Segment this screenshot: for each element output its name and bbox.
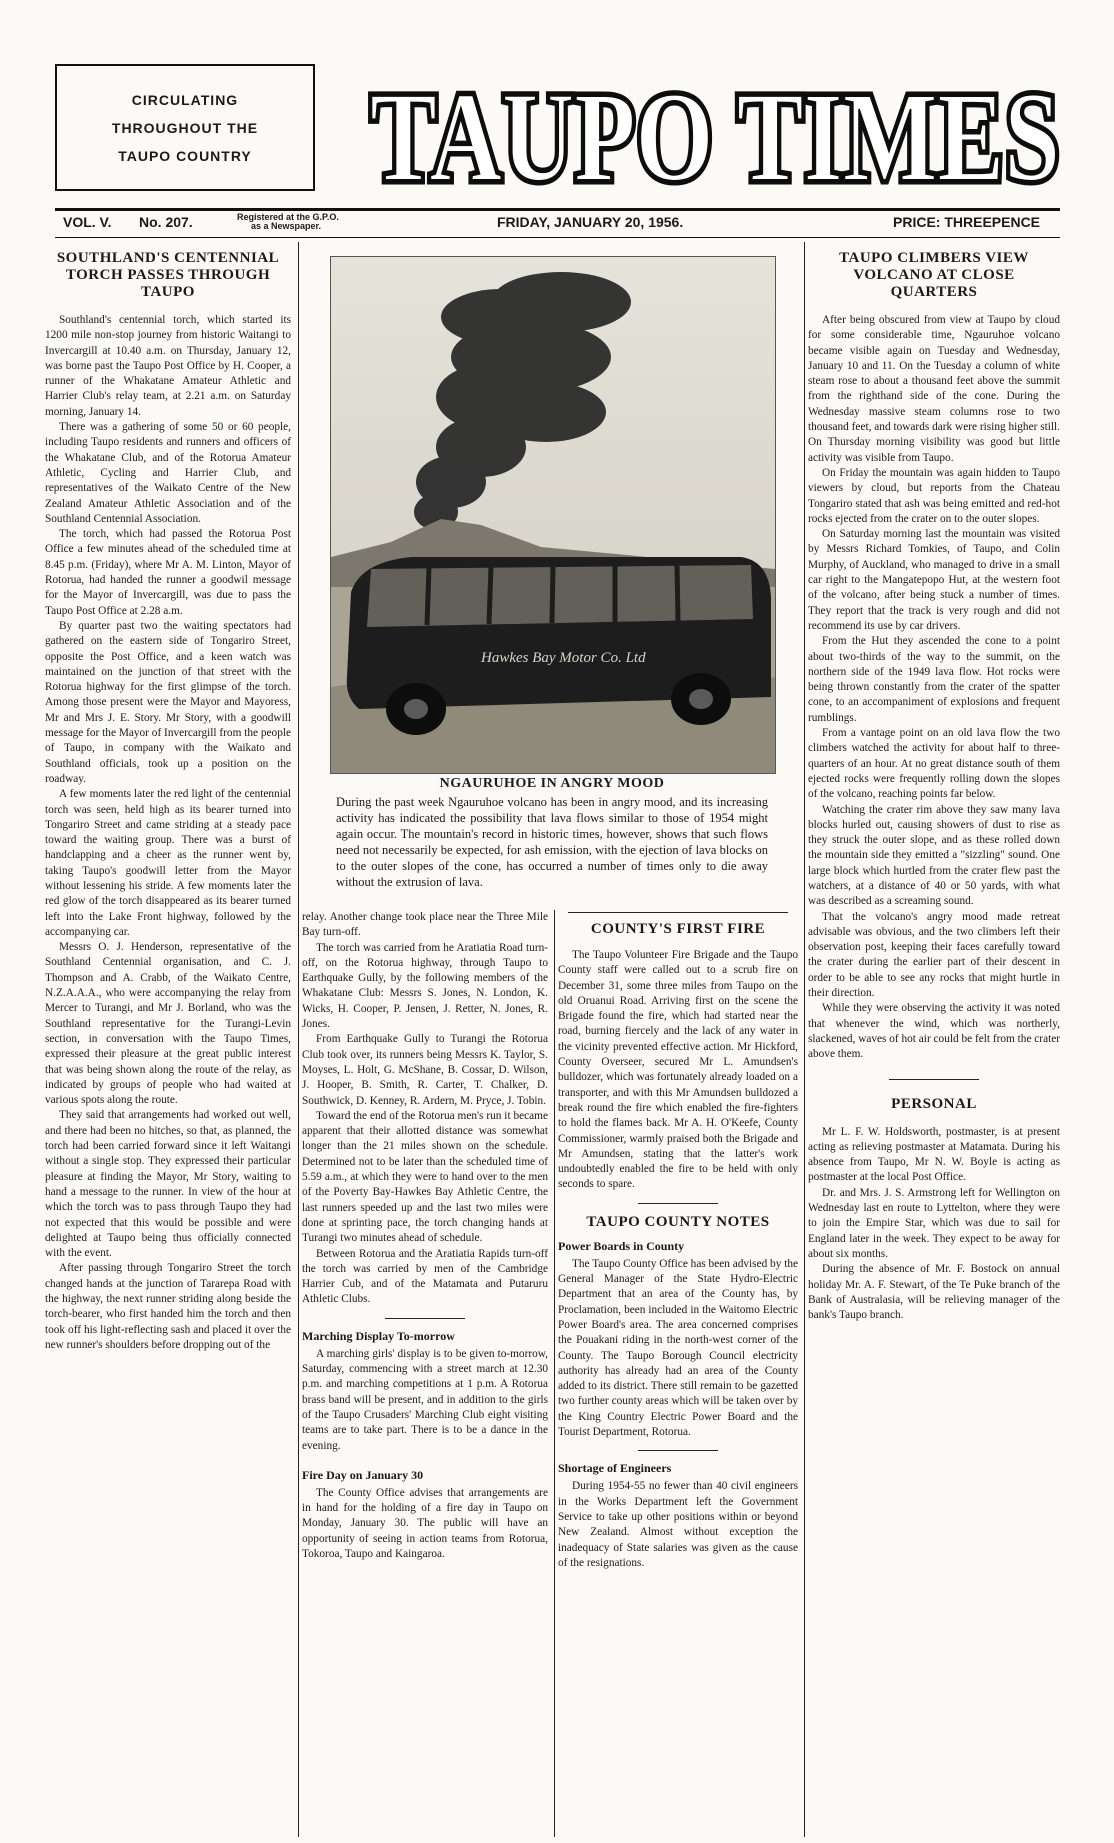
dateline-rule-bottom (55, 237, 1060, 238)
registration-line-1: Registered at the G.P.O. (237, 212, 339, 222)
climbers-paragraph: While they were observing the activity it was noted that whenever the wind, which was northerly, slackened, waves of hot air could be felt from the crater above them. (808, 1002, 1060, 1061)
title-logo (365, 62, 1065, 207)
photo-caption: During the past week Ngauruhoe volcano has been in angry mood, and its increasing activity has indicated the possibility that lava flows similar to those of 1954 might again occur. The mountain's record in historic times, however, shows that such flows need not necessarily be expected, for ash emission, with the ejection of lava blocks on to the outer slopes of the cone, has occurred a number of times only to die away without the extrusion of lava. (336, 795, 768, 889)
county-body-1 (558, 1257, 798, 1441)
marching-text: A marching girls' display is to be given to-morrow, Saturday, commencing with a street march at 12.30 p.m. and marching competitions at 1 p.m. A Rotorua brass band will be present, and in addition to the girls of the Taupo Crusaders' Marching Club eight visiting teams are to take part. There is to be a dance in the evening. (302, 1347, 548, 1452)
torch-paragraph: There was a gathering of some 50 or 60 people, including Taupo residents and runners and officers of the Whakatane Club, and of the Rotorua Amateur Athletic, Cycling and Harrier Club, and representatives of the Waikato Centre of the New Zealand Amateur Athletic Association and of the Southland Centennial Association. (45, 421, 291, 525)
torch-paragraph: Messrs O. J. Henderson, representative of the Southland Centennial organisation, and C. J. Thompson and A. Crabb, of the Waikato Centre, N.Z.A.A.A., who were accompanying the relay from Mercer to Turangi, and Mr J. Borland, who was the Southland representative for the Turangi-Levin section, in conversation with the Taupo Times, expressed their pleasure at the great public interest that was being shown along the route of the relay, as indicated by groups of people who had waited at various spots along the route. (45, 941, 291, 1107)
dateline-rule-top (55, 208, 1060, 211)
column-rule-3 (804, 242, 805, 1837)
photo-caption-title: NGAURUHOE IN ANGRY MOOD (439, 776, 665, 791)
torch-paragraph: After passing through Tongariro Street the torch changed hands at the junction of Tararepa Road with the highway, the next runner striding along beside the torch-bearer, who first handed him the torch and then took off his light-reflecting sash and placed it over the new runner's shoulders before dropping out of the (45, 1262, 291, 1351)
section-divider (385, 1318, 465, 1319)
torch-paragraph: Southland's centennial torch, which started its 1200 mile non-stop journey from historic Waitangi to Invercargill at 10.40 a.m. on Thursday, January 12, was borne past the Taupo Post Office by H. Cooper, a runner of the Whakatane Amateur Athletic and Harrier Club's relay team, at 2.21 a.m. on Saturday morning, January 14. (45, 314, 291, 418)
section-divider (638, 1203, 718, 1204)
column-rule-2 (554, 910, 555, 1837)
fire-body (558, 948, 798, 1193)
photo-caption-block (330, 772, 774, 890)
torch-cont-paragraph: From Earthquake Gully to Turangi the Rotorua Club took over, its runners being Messrs K. Taylor, S. Moyses, L. Holt, G. McShane, B. Cossar, D. Wilson, J. Hooper, B. Smith, R. Carter, T. Chalker, D. Southwick, D. Kenney, R. Ardern, M. Pryce, J. Tobin. (302, 1033, 548, 1107)
column-2 (302, 910, 548, 1840)
county-headline: TAUPO COUNTY NOTES (586, 1213, 770, 1230)
fire-headline: COUNTY'S FIRST FIRE (590, 921, 766, 937)
title-text-inner: TAUPO TIMES (370, 66, 1060, 207)
torch-paragraph: They said that arrangements had worked out well, and there had been no hitches, so that, as planned, the torch had been carried forward since it left Waitangi without a single stop. They expressed their particular pleasure at finding the Mayor, Mr Story, waiting to hand a message to the runner. In view of the hour at which the torch was to pass through Taupo they had not expected that this would be possible and were delighted at Taupo being thus officially connected with the event. (45, 1109, 291, 1260)
section-divider (638, 1450, 718, 1451)
circulation-box (55, 64, 315, 191)
torch-headline: SOUTHLAND'S CENTENNIAL TORCH PASSES THROUGH TAUPO (56, 250, 280, 300)
fireday-text: The County Office advises that arrangements are in hand for the holding of a fire day in Taupo on Monday, January 30. The public will have an opportunity of seeing in action teams from Rotorua, Tokoroa, Taupo and Kaingaroa. (302, 1486, 548, 1560)
fireday-subhead: Fire Day on January 30 (302, 1467, 424, 1482)
county-body-2 (558, 1479, 798, 1571)
county-text-2: During 1954-55 no fewer than 40 civil engineers in the Works Department left the Government Service to take up other positions within or beyond New Zealand. Almost without exception the inadequacy of State salaries was given as the cause of the resignations. (558, 1480, 798, 1569)
issue-number: No. 207. (139, 214, 193, 230)
climbers-paragraph: Watching the crater rim above they saw many lava blocks hurled out, causing showers of dust to rise as they struck the outer slope, and as these rolled down the mountain side they emitted a "sizzling" sound. One large block which hurtled from the crater flew past the watchers, at a distance of 40 or 50 yards, with what was described as a screaming sound. (808, 803, 1060, 908)
climbers-paragraph: From the Hut they ascended the cone to a point about two-thirds of the way to the summit, on the northern side of the 1949 lava flow. Hot rocks were being thrown constantly from the crater of the spatter cone, to an accompaniment of explosions and frequent rumblings. (808, 635, 1060, 724)
column-4 (808, 250, 1060, 1840)
torch-cont-paragraph: Toward the end of the Rotorua men's run it became apparent that their allotted distance was somewhat longer than the 21 miles shown on the schedule. Determined not to be later than the scheduled time of 5.59 a.m., at which they were to hand over to the men of the Poverty Bay-Hawkes Bay Athletic Centre, the last runners speeded up and the last two miles were done at sprinting pace, the torch changing hands at Turangi two minutes ahead of schedule. (302, 1109, 548, 1245)
bus-lettering: Hawkes Bay Motor Co. Ltd (481, 650, 646, 666)
torch-paragraph: The torch, which had passed the Rotorua Post Office a few minutes ahead of the scheduled time at 8.45 p.m. (Friday), where Mr A. M. Linton, Mayor of Rotorua, had handed the runner a goodwil message for the Mayor of Invercargill, was due to pass the Taupo Post Office at 2.28 a.m. (45, 528, 291, 617)
climbers-paragraph: On Friday the mountain was again hidden to Taupo viewers by cloud, but reports from the Chateau Tongariro stated that ash was being emitted and red-hot rocks ejected from the crater on to the outer slopes. (808, 466, 1060, 525)
fire-top-rule (568, 912, 788, 913)
title-text: TAUPO TIMES (370, 66, 1060, 207)
newspaper-title (365, 62, 1065, 207)
torch-cont-paragraph: Between Rotorua and the Aratiatia Rapids turn-off the torch was carried by men of the Cambridge Harrier Cub, and of the Matamata and Putaruru Athletic Clubs. (302, 1247, 548, 1306)
county-subhead-2: Shortage of Engineers (558, 1461, 672, 1476)
climbers-paragraph: That the volcano's angry mood made retreat advisable was obvious, and the two climbers left their observation post, keeping their faces carefully toward the crater during the earlier part of their descent in order to be able to see any rocks that might hurtle in their direction. (808, 910, 1060, 1000)
personal-paragraph: During the absence of Mr. F. Bostock on annual holiday Mr. A. F. Stewart, of the Te Puke branch of the Bank of Australasia, will be relieving manager of the bank's Taupo branch. (808, 1263, 1060, 1322)
column-rule-1 (298, 242, 299, 1837)
county-text-1: The Taupo County Office has been advised by the General Manager of the State Hydro-Electric Department that an area of the County has, by Proclamation, been included in the Waitomo Electric Power Board's area. The area concerned comprises the Pouakani riding in the north-west corner of the County. The Taupo Borough Council electricity authority has already had an area of the County added to its district. There still remain to be gazetted two further county areas which will be taken over by the King Country Electric Power Board and the Tourist Department, Rotorua. (558, 1257, 798, 1439)
fire-text: The Taupo Volunteer Fire Brigade and the Taupo County staff were called out to a scrub fire on December 31, some three miles from Taupo on the old Oruanui Road. Arriving first on the scene the Brigade found the fire, which had started near the road, burning fiercely and the lack of any water in the vicinity prevented effective action. Mr Hickford, County Overseer, secured Mr L. Amundsen's bulldozer, which was fortunately already loaded on a transporter, and with this Mr Amundsen bulldozed a break round the fire which enabled the fire-fighters to hold the flames back. Mr A. H. O'Keefe, County Commissioner, warmly praised both the Brigade and Mr Amundsen, stating that the latter's work undoubtedly enabled the fire to be held with only seconds to spare. (558, 949, 798, 1191)
climbers-paragraph: After being obscured from view at Taupo by cloud for some considerable time, Ngauruhoe volcano became visible again on Tuesday and Wednesday, January 10 and 11. On the Tuesday a column of white steam rose to about a thousand feet above the summit from the righthand side of the cone. During the Wednesday massive steam columns rose to two thousand feet, and towards dark were rising higher still. On Thursday morning visibility was good but little activity was visible from Taupo. (808, 314, 1060, 464)
volume: VOL. V. (63, 214, 112, 230)
volcano-photo (330, 256, 776, 774)
volcano-bus-image (331, 257, 775, 773)
price: PRICE: THREEPENCE (893, 214, 1041, 230)
climbers-body (808, 313, 1060, 1063)
climbers-paragraph: On Saturday morning last the mountain was visited by Messrs Richard Tomkies, of Taupo, and Colin Murphy, of Auckland, who managed to drive in a small car right to the Mangatepopo Hut, at the western foot of the volcano, after being stuck a number of times. They report that the track is very rough and did not recommend its use by car drivers. (808, 528, 1060, 632)
section-divider (889, 1079, 979, 1080)
county-subhead-1: Power Boards in County (558, 1238, 685, 1253)
marching-subhead: Marching Display To-morrow (302, 1328, 455, 1343)
torch-paragraph: A few moments later the red light of the centennial torch was seen, held high as its bearer turned into Tongariro Street and came striding at a steady pace toward the waiting group. There was a burst of handclapping and a cheer as the runner went by, taking Taupo's goodwill letter from the Mayor without lessening his stride. A few moments later the red glow of the torch disappeared as its bearer turned left into the Lake Front highway, followed by the accompanying car. (45, 788, 291, 938)
circulation-line-3: TAUPO COUNTRY (118, 147, 252, 164)
registration-note (237, 213, 339, 231)
climbers-headline: TAUPO CLIMBERS VIEW VOLCANO AT CLOSE QUARTERS (839, 250, 1029, 300)
torch-body (45, 313, 291, 1353)
personal-paragraph: Dr. and Mrs. J. S. Armstrong left for Wellington on Wednesday last en route to Lyttelton, where they were to join the Empire Star, which was due to sail for England later in the week. They expect to be away for about six months. (808, 1186, 1060, 1260)
personal-body (808, 1125, 1060, 1324)
circulation-line-2: THROUGHOUT THE (111, 119, 259, 136)
marching-body (302, 1347, 548, 1454)
column-3 (558, 912, 798, 1840)
torch-article (45, 250, 291, 1840)
circulation-line-1: CIRCULATING (131, 91, 239, 108)
dateline (55, 212, 1060, 236)
registration-line-2: as a Newspaper. (251, 221, 322, 231)
torch-continued (302, 910, 548, 1308)
issue-date: FRIDAY, JANUARY 20, 1956. (497, 214, 684, 230)
torch-cont-paragraph: The torch was carried from he Aratiatia Road turn-off, on the Rotorua highway, through Taupo to Earthquake Gully, by the following members of the Whakatane Club: Messrs S. Jones, N. London, K. Wicks, H. Cooper, P. Jensen, J. Retter, N. Jones, R. Jones. (302, 941, 548, 1031)
personal-headline: PERSONAL (891, 1095, 977, 1112)
climbers-paragraph: From a vantage point on an old lava flow the two climbers watched the activity for about half to three-quarters of an hour. At no great distance south of them ejected rocks were frequently rolling down the slopes of the volcano, reaching points far below. (808, 727, 1060, 801)
torch-cont-paragraph: relay. Another change took place near the Three Mile Bay turn-off. (302, 911, 548, 939)
personal-paragraph: Mr L. F. W. Holdsworth, postmaster, is at present acting as relieving postmaster at Matamata. During his absence from Taupo, Mr N. W. Boyle is acting as postmaster at the local Post Office. (808, 1125, 1060, 1184)
fireday-body (302, 1486, 548, 1562)
torch-paragraph: By quarter past two the waiting spectators had gathered on the eastern side of Tongariro Street, opposite the Post Office, and a keen watch was maintained on the junction of that street with the Rotorua highway for the first glimpse of the torch. Among those present were the Mayor and Mayoress, Mr and Mrs J. E. Story. Mr Story, with a goodwill message for the Mayor of Invercargill from the people of Taupo, in company with the Waikato and Southland officials, took up a position on the roadway. (45, 619, 291, 785)
